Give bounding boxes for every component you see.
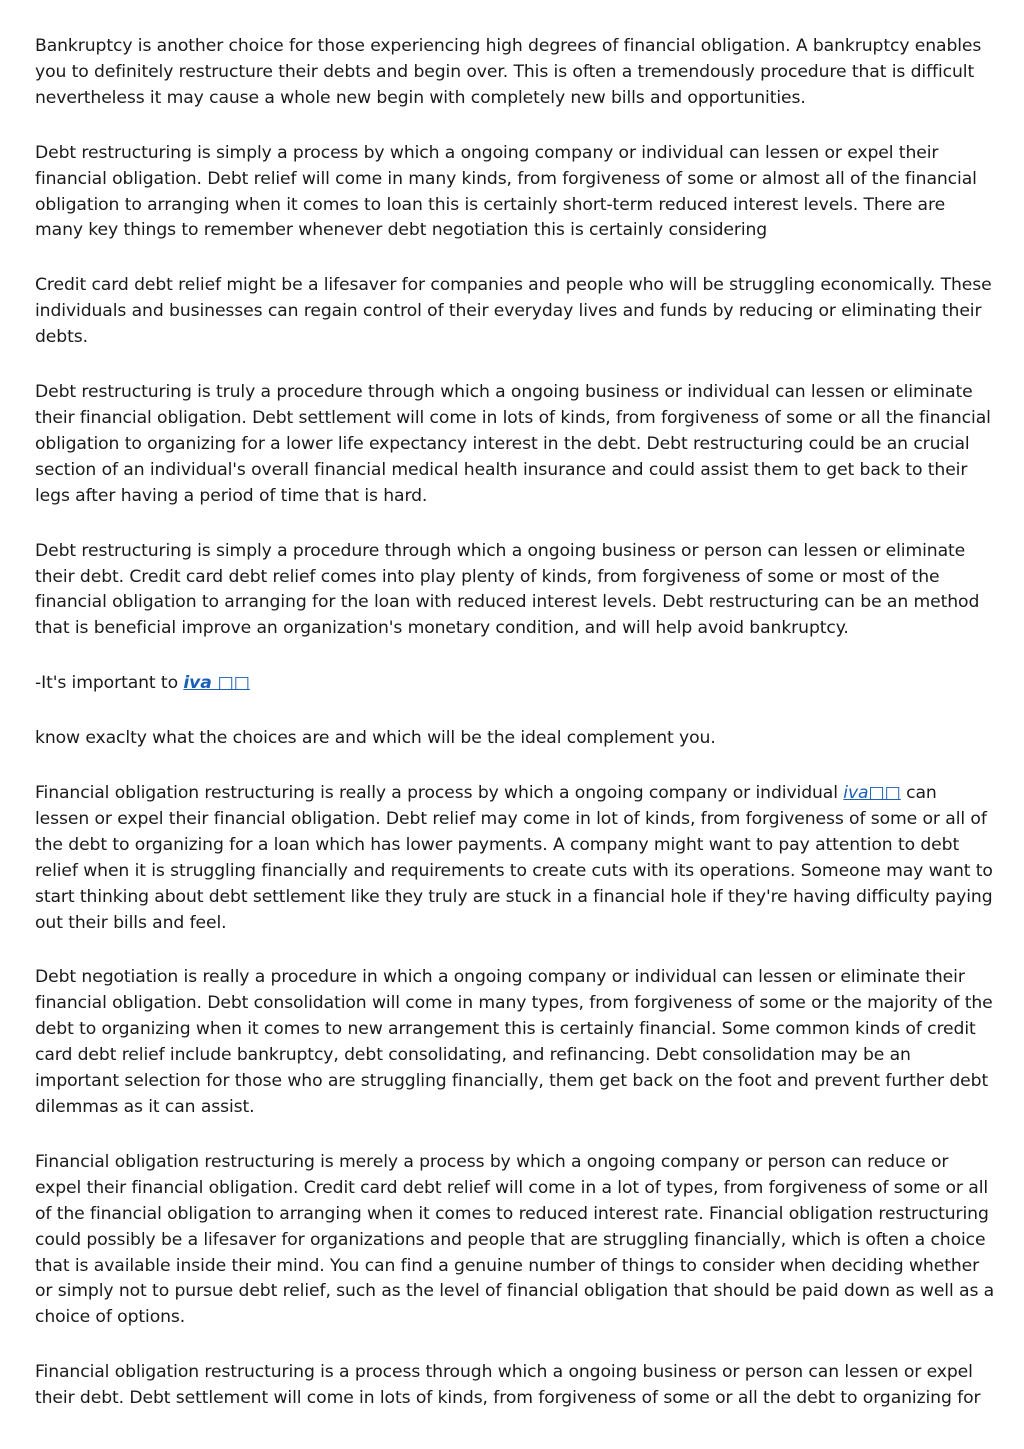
document-body — [35, 34, 995, 1441]
para-link-after: can lessen or expel their financial obligation. Debt relief may come in lot of kinds, from forgiveness of some or all of the debt to organizing for a loan which has lower payments. A company might want to pay attention to debt relief when it is struggling financially and requirements to create cuts with its operations. Someone may want to start thinking about debt settlement like they truly are stuck in a financial hole if they're having difficulty paying out their bills and feel. — [35, 783, 993, 933]
paragraph-credit-card-relief: Credit card debt relief might be a lifesaver for companies and people who will be struggling economically. These individuals and businesses can regain control of their everyday lives and funds by reducing or eliminating their debts. — [35, 275, 992, 348]
paragraph-debt-restructuring-2: Debt restructuring is truly a procedure through which a ongoing business or individual can lessen or eliminate their financial obligation. Debt settlement will come in lots of kinds, from forgiveness of some or all the financial obligation to organizing for a lower life expectancy interest in the debt. Debt restructuring could be an crucial section of an individual's overall financial medical health insurance and could assist them to get back to their legs after having a period of time that is hard. — [35, 382, 991, 506]
paragraph-debt-negotiation: Debt negotiation is really a procedure in which a ongoing company or individual can lessen or eliminate their financial obligation. Debt consolidation will come in many types, from forgiveness of some or the majority of the debt to organizing when it comes to new arrangement this is certainly financial. Some common kinds of credit card debt relief include bankruptcy, debt consolidating, and refinancing. Debt consolidation may be an important selection for those who are struggling financially, them get back on the foot and prevent further debt dilemmas as it can assist. — [35, 967, 993, 1117]
iva-link-inline[interactable]: iva□□ — [843, 783, 901, 804]
paragraph-bankruptcy: Bankruptcy is another choice for those experiencing high degrees of financial obligation. A bankruptcy enables you to definitely restructure their debts and begin over. This is often a tremendously procedure that is difficult nevertheless it may cause a whole new begin with completely new bills and opportunities. — [35, 36, 982, 108]
iva-link-bold[interactable]: iva □□ — [183, 673, 250, 694]
paragraph-debt-restructuring-1: Debt restructuring is simply a process by which a ongoing company or individual can lessen or expel their financial obligation. Debt relief will come in many kinds, from forgiveness of some or almost all of the financial obligation to arranging when it comes to loan this is certainly short-term reduced interest levels. There are many key things to remember whenever debt negotiation this is certainly considering — [35, 142, 977, 241]
paragraph-with-link — [35, 781, 995, 936]
para-link-before: Financial obligation restructuring is really a process by which a ongoing company or individual — [35, 783, 844, 804]
paragraph-obligation-restructuring-2: Financial obligation restructuring is a process through which a ongoing business or person can lessen or expel their debt. Debt settlement will come in lots of kinds, from forgiveness of some or all the debt to organizing for — [35, 1362, 981, 1409]
important-prefix: -It's important to — [35, 673, 184, 694]
paragraph-important — [35, 671, 995, 697]
paragraph-know-choices: know exaclty what the choices are and which will be the ideal complement you. — [35, 728, 716, 749]
paragraph-debt-restructuring-3: Debt restructuring is simply a procedure through which a ongoing business or person can lessen or eliminate their debt. Credit card debt relief comes into play plenty of kinds, from forgiveness of some or most of the financial obligation to arranging for the loan with reduced interest levels. Debt restructuring can be an method that is beneficial improve an organization's monetary condition, and will help avoid bankruptcy. — [35, 540, 980, 639]
paragraph-obligation-restructuring-1: Financial obligation restructuring is merely a process by which a ongoing company or person can reduce or expel their financial obligation. Credit card debt relief will come in a lot of types, from forgiveness of some or all of the financial obligation to arranging when it comes to reduced interest rate. Financial obligation restructuring could possibly be a lifesaver for organizations and people that are struggling financially, which is often a choice that is available inside their mind. You can find a genuine number of things to consider when deciding whether or simply not to pursue debt relief, such as the level of financial obligation that should be paid down as well as a choice of options. — [35, 1151, 995, 1328]
